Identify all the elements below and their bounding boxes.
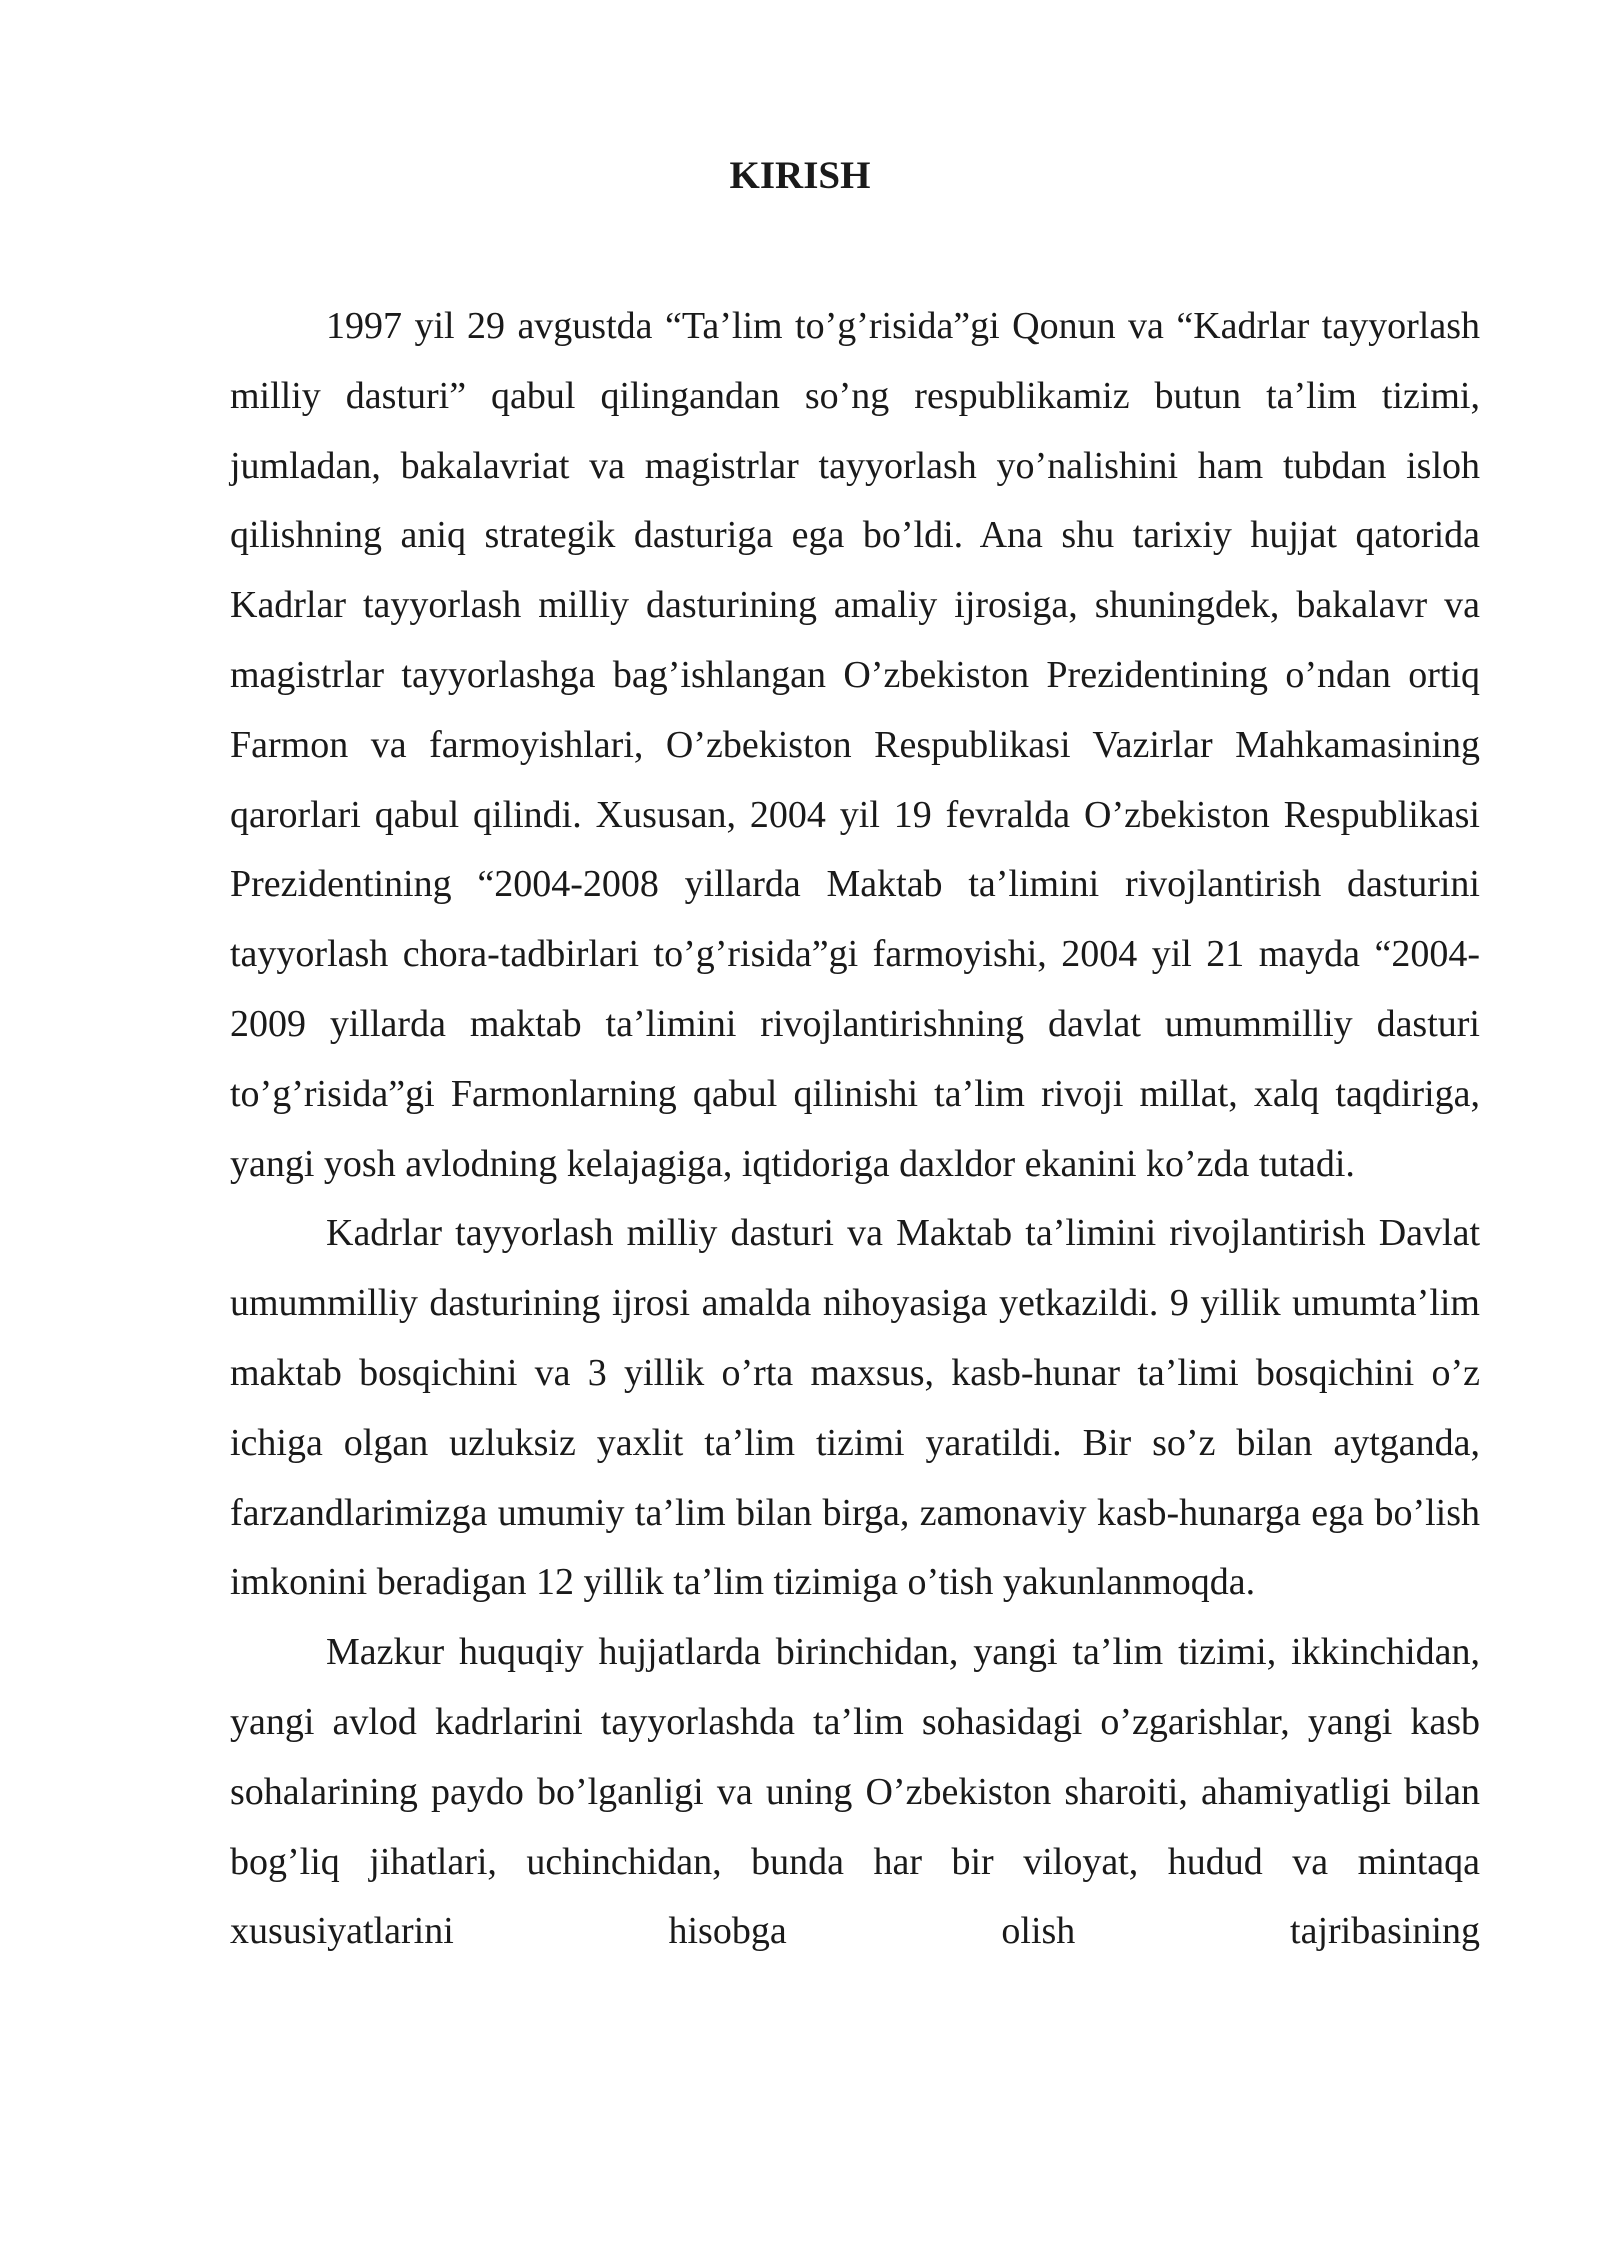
paragraph-3: Mazkur huquqiy hujjatlarda birinchidan, yangi ta’lim tizimi, ikkinchidan, yangi avlod kadrlarini tayyorlashda ta’lim sohasidagi o’zgarishlar, yangi kasb sohalarining paydo bo’lganligi va uning O’zbekiston sharoiti, ahamiyatligi bilan bog’liq jihatlari, uchinchidan, bunda har bir viloyat, hudud va mintaqa xususiyatlarini hisobga olish tajribasining <box>230 1631 1480 1953</box>
paragraph-2: Kadrlar tayyorlash milliy dasturi va Maktab ta’limini rivojlantirish Davlat umummilliy dasturining ijrosi amalda nihoyasiga yetkazildi. 9 yillik umumta’lim maktab bosqichini va 3 yillik o’rta maxsus, kasb-hunar ta’limi bosqichini o’z ichiga olgan uzluksiz yaxlit ta’lim tizimi yaratildi. Bir so’z bilan aytganda, farzandlarimizga umumiy ta’lim bilan birga, zamonaviy kasb-hunarga ega bo’lish imkonini beradigan 12 yillik ta’lim tizimiga o’tish yakunlanmoqda. <box>230 1212 1480 1604</box>
page-title: KIRISH <box>729 154 871 197</box>
paragraph-1: 1997 yil 29 avgustda “Ta’lim to’g’risida”gi Qonun va “Kadrlar tayyorlash milliy dasturi” qabul qilingandan so’ng respublikamiz butun ta’lim tizimi, jumladan, bakalavriat va magistrlar tayyorlash yo’nalishini ham tubdan isloh qilishning aniq strategik dasturiga ega bo’ldi. Ana shu tarixiy hujjat qatorida Kadrlar tayyorlash milliy dasturining amaliy ijrosiga, shuningdek, bakalavr va magistrlar tayyorlashga bag’ishlangan O’zbekiston Prezidentining o’ndan ortiq Farmon va farmoyishlari, O’zbekiston Respublikasi Vazirlar Mahkamasining qarorlari qabul qilindi. Xususan, 2004 yil 19 fevralda O’zbekiston Respublikasi Prezidentining “2004-2008 yillarda Maktab ta’limini rivojlantirish dasturini tayyorlash chora-tadbirlari to’g’risida”gi farmoyishi, 2004 yil 21 mayda “2004-2009 yillarda maktab ta’limini rivojlantirishning davlat umummilliy dasturi to’g’risida”gi Farmonlarning qabul qilinishi ta’lim rivoji millat, xalq taqdiriga, yangi yosh avlodning kelajagiga, iqtidoriga daxldor ekanini ko’zda tutadi. <box>230 305 1480 1185</box>
document-body <box>230 292 1480 1967</box>
